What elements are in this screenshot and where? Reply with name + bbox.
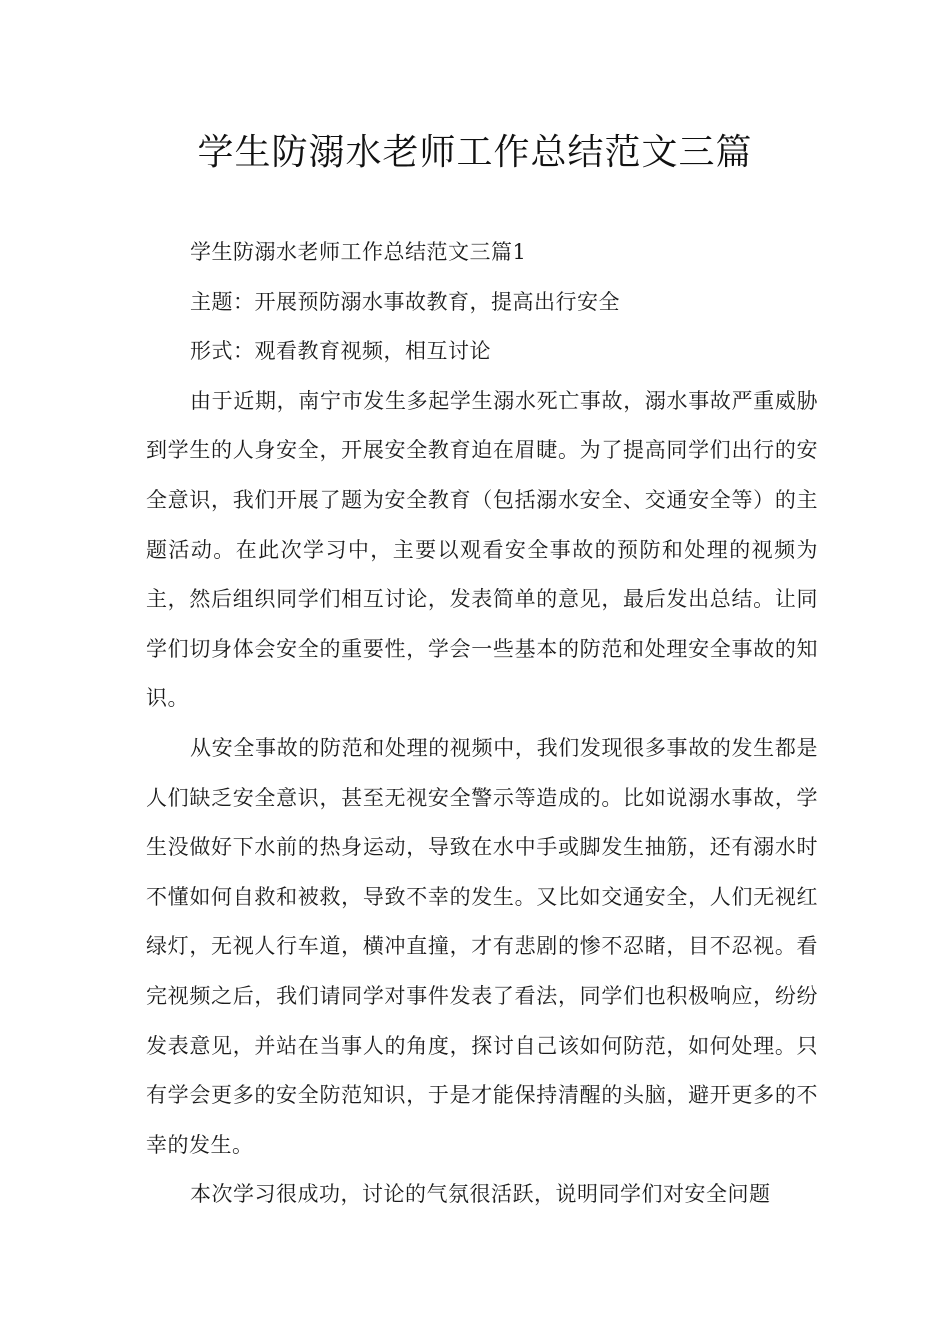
- document-title: 学生防溺水老师工作总结范文三篇: [197, 132, 753, 173]
- body-paragraph: 本次学习很成功，讨论的气氛很活跃，说明同学们对安全问题: [190, 1182, 771, 1207]
- document-body: [146, 228, 818, 1220]
- section-heading: 学生防溺水老师工作总结范文三篇1: [190, 240, 527, 264]
- body-paragraph: 从安全事故的防范和处理的视频中，我们发现很多事故的发生都是人们缺乏安全意识，甚至无视安全警示等造成的。比如说溺水事故，学生没做好下水前的热身运动，导致在水中手或脚发生抽筋，还有溺水时不懂如何自救和被救，导致不幸的发生。又比如交通安全，人们无视红绿灯，无视人行车道，横冲直撞，才有悲剧的惨不忍睹，目不忍视。看完视频之后，我们请同学对事件发表了看法，同学们也积极响应，纷纷发表意见，并站在当事人的角度，探讨自己该如何防范，如何处理。只有学会更多的安全防范知识，于是才能保持清醒的头脑，避开更多的不幸的发生。: [146, 735, 818, 1157]
- format-line: 形式：观看教育视频，相互讨论: [190, 339, 491, 364]
- body-paragraph: 由于近期，南宁市发生多起学生溺水死亡事故，溺水事故严重威胁到学生的人身安全，开展安全教育迫在眉睫。为了提高同学们出行的安全意识，我们开展了题为安全教育（包括溺水安全、交通安全等）的主题活动。在此次学习中，主要以观看安全事故的预防和处理的视频为主，然后组织同学们相互讨论，发表简单的意见，最后发出总结。让同学们切身体会安全的重要性，学会一些基本的防范和处理安全事故的知识。: [146, 388, 818, 711]
- theme-line: 主题：开展预防溺水事故教育，提高出行安全: [190, 289, 620, 314]
